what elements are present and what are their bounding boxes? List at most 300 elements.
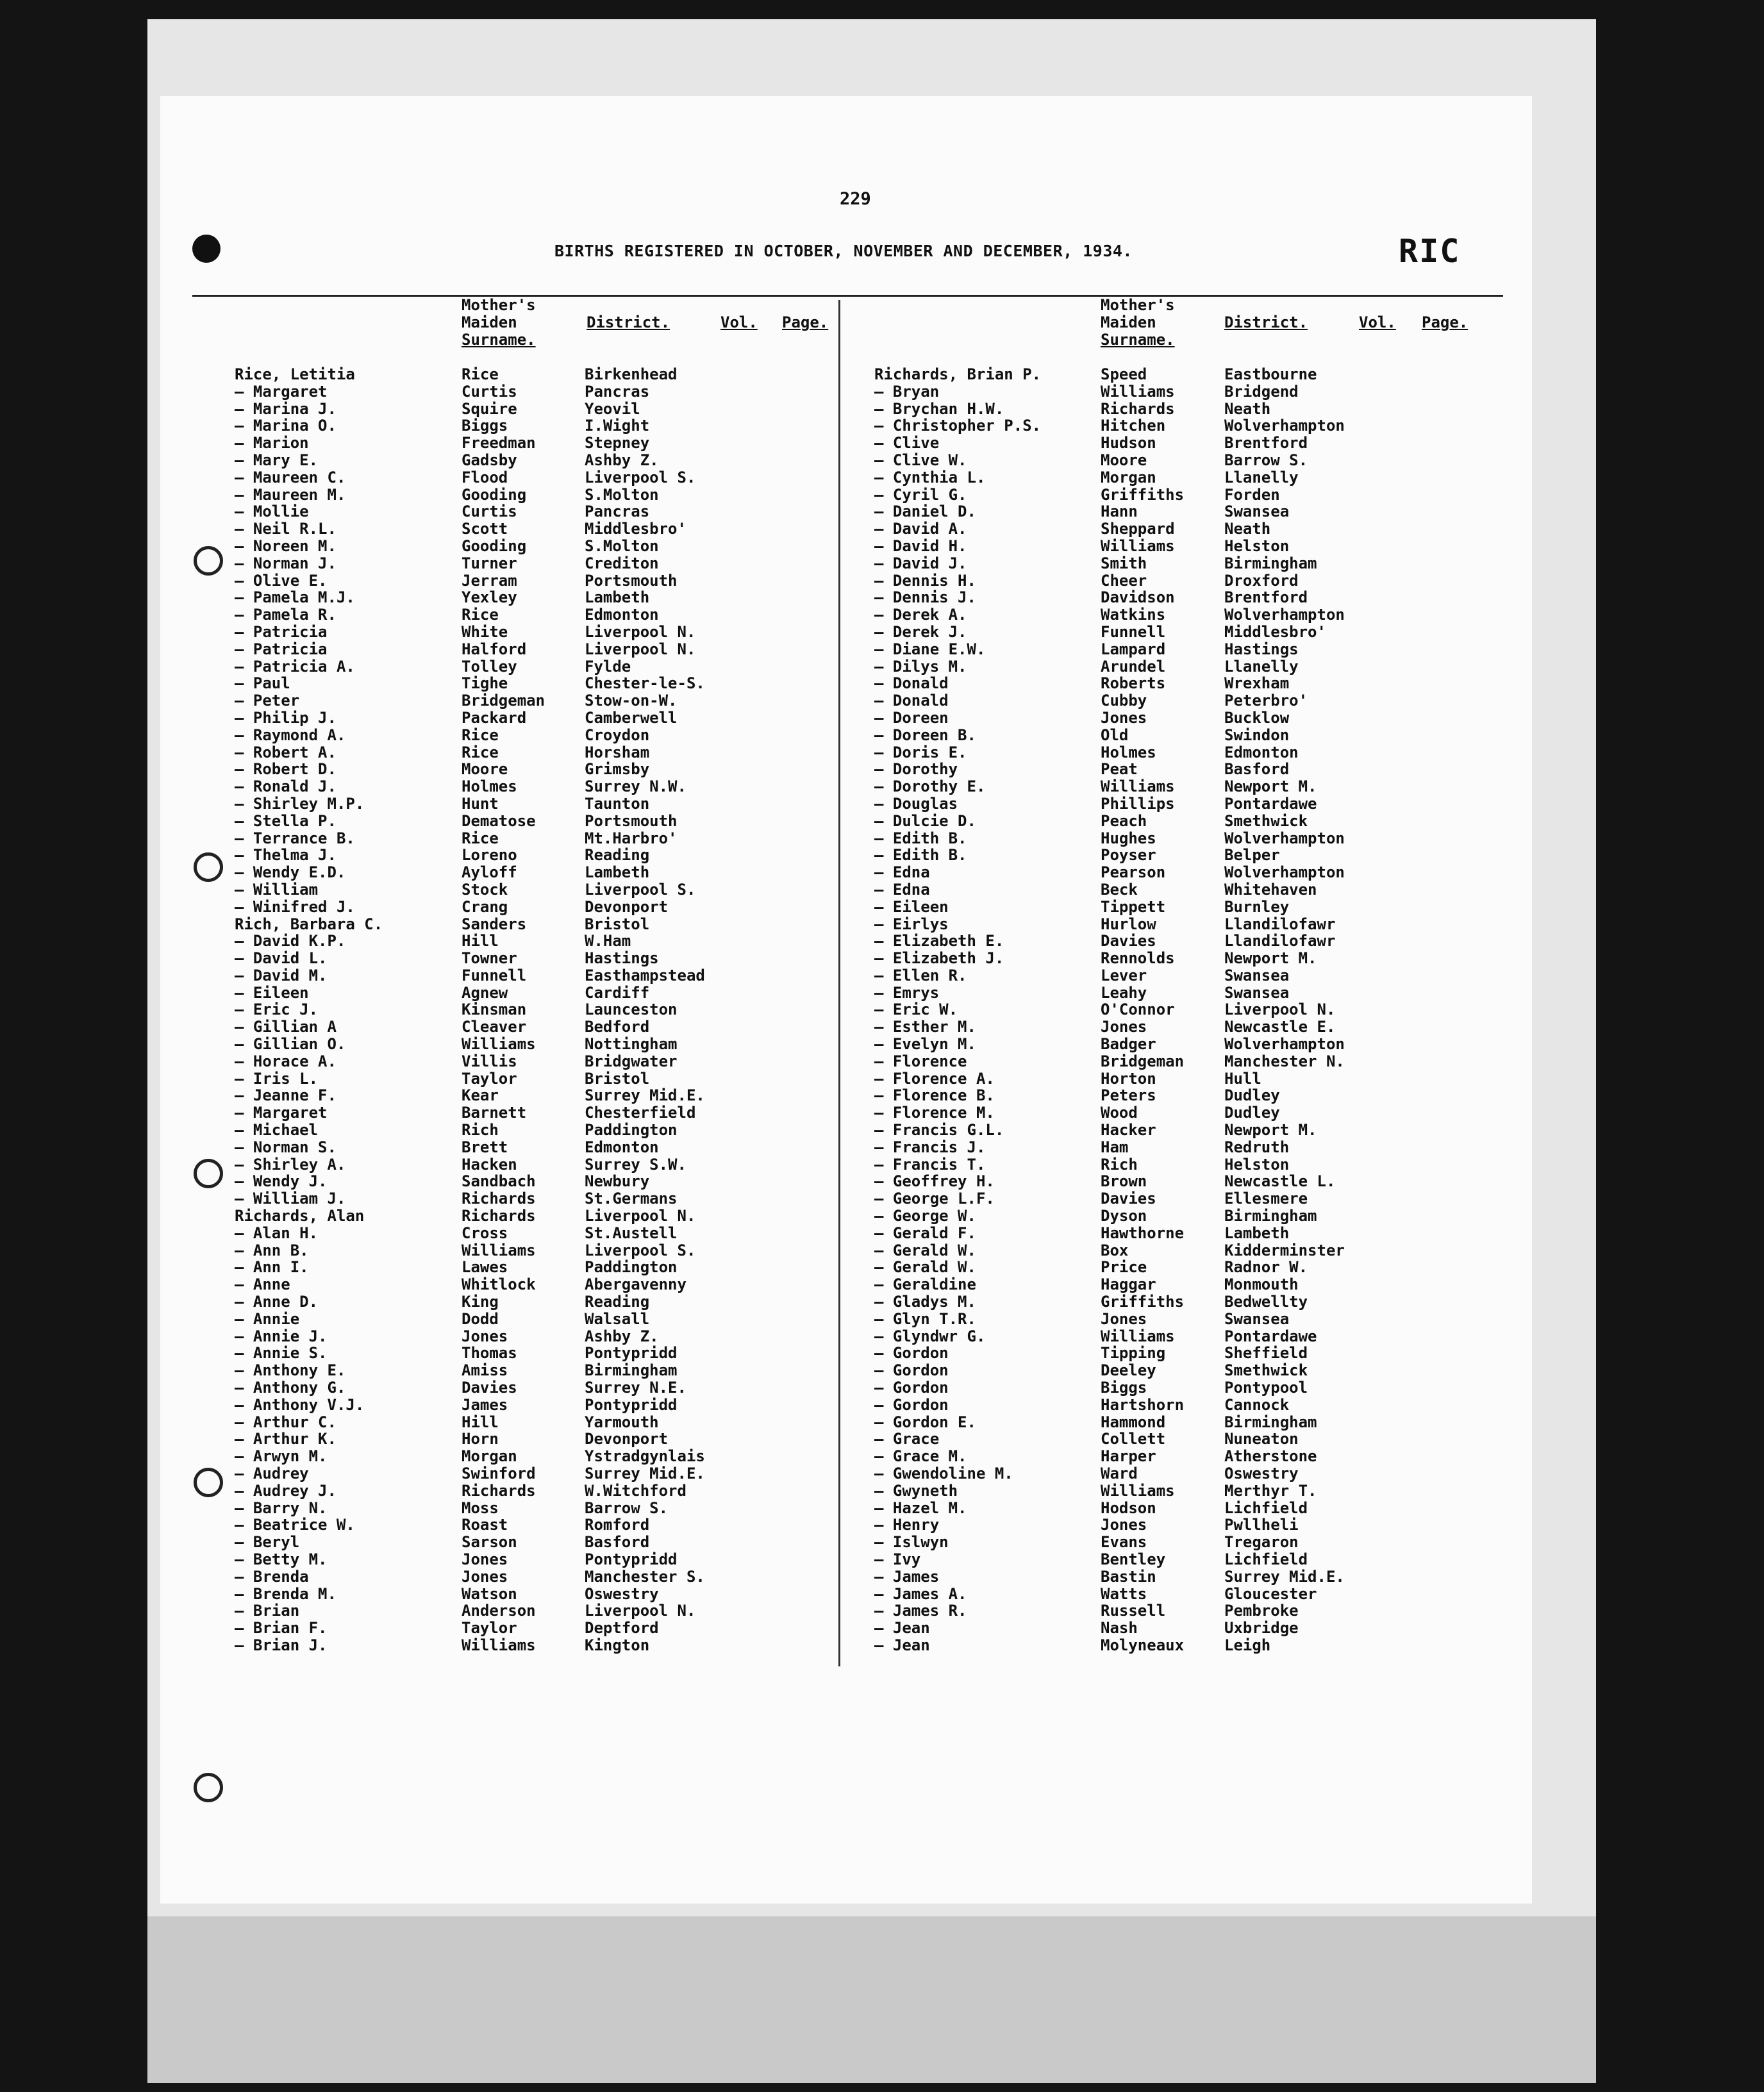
district: Wolverhampton: [1224, 1035, 1345, 1054]
mother-surname: Curtis: [462, 382, 517, 401]
district: Surrey Mid.E.: [585, 1465, 705, 1482]
entry-name: — Ronald J.: [235, 777, 337, 796]
district: Lichfield: [1224, 1498, 1308, 1517]
district: Leigh: [1224, 1636, 1271, 1654]
entry-name: — Arthur C.: [235, 1413, 337, 1431]
entry-name: — Audrey: [235, 1465, 309, 1482]
district: Hastings: [585, 949, 659, 968]
entry-name: — Beryl: [235, 1533, 300, 1552]
district: Bristol: [585, 1069, 650, 1088]
mother-surname: Wood: [1101, 1104, 1138, 1122]
district: S.Molton: [585, 485, 659, 504]
district: Pontypridd: [585, 1395, 678, 1414]
entry-name: — Maureen M.: [235, 485, 346, 504]
entry-name: — Grace M.: [874, 1447, 967, 1466]
mother-surname: Williams: [462, 1035, 536, 1054]
district: St.Germans: [585, 1190, 678, 1208]
mother-surname: Griffiths: [1101, 485, 1185, 504]
mother-surname: Cleaver: [462, 1018, 527, 1036]
district: Newport M.: [1224, 1121, 1317, 1140]
mother-surname: Hawthorne: [1101, 1224, 1185, 1242]
mother-surname: Amiss: [462, 1361, 508, 1380]
district: Croydon: [585, 726, 650, 744]
mother-surname: Davies: [462, 1379, 517, 1397]
entry-name: — William: [235, 880, 319, 899]
punch-mark: [192, 235, 220, 263]
district: Sheffield: [1224, 1344, 1308, 1363]
entry-name: — Norman S.: [235, 1138, 337, 1156]
district: Surrey N.E.: [585, 1379, 686, 1397]
mother-surname: Rice: [462, 743, 499, 761]
entry-name: — Francis T.: [874, 1155, 986, 1174]
mother-surname: Nash: [1101, 1619, 1138, 1638]
mother-surname: Sarson: [462, 1533, 517, 1552]
mother-surname: Hudson: [1101, 434, 1156, 452]
entry-name: — Elizabeth E.: [874, 932, 1004, 951]
entry-name: — George W.: [874, 1207, 976, 1225]
entry-name: — Gwyneth: [874, 1481, 958, 1500]
district: Oswestry: [585, 1584, 659, 1603]
district: Llandilofawr: [1224, 932, 1336, 951]
district: Nottingham: [585, 1035, 678, 1054]
district: Middlesbro': [585, 520, 686, 538]
mother-surname: Curtis: [462, 502, 517, 521]
entry-name: — Patricia: [235, 640, 328, 658]
mother-surname: Hodson: [1101, 1498, 1156, 1517]
mother-surname: Hill: [462, 932, 499, 951]
entry-name: — Pamela M.J.: [235, 588, 355, 607]
mother-surname: Leahy: [1101, 983, 1147, 1002]
entry-name: — Esther M.: [874, 1018, 976, 1036]
mother-surname: Phillips: [1101, 794, 1175, 813]
entry-name: — Gerald W.: [874, 1258, 976, 1277]
district: Kington: [585, 1636, 650, 1654]
mother-surname: Hitchen: [1101, 417, 1166, 435]
entry-name: — Brian: [235, 1602, 300, 1620]
district: Dudley: [1224, 1104, 1280, 1122]
entry-name: — Shirley A.: [235, 1155, 346, 1174]
mother-surname: Davies: [1101, 1190, 1156, 1208]
entry-name: — Hazel M.: [874, 1498, 967, 1517]
entry-name: — Brenda: [235, 1567, 309, 1586]
mother-surname: Badger: [1101, 1035, 1156, 1054]
district: Devonport: [585, 1430, 669, 1449]
mother-surname: Agnew: [462, 983, 508, 1002]
mother-surname: Collett: [1101, 1430, 1166, 1449]
mother-surname: Beck: [1101, 880, 1138, 899]
mother-surname: Cubby: [1101, 692, 1147, 710]
entry-name: — Donald: [874, 674, 949, 693]
entry-name: — Ellen R.: [874, 966, 967, 984]
district: Brentford: [1224, 588, 1308, 607]
district: Pancras: [585, 502, 650, 521]
district: Portsmouth: [585, 571, 678, 590]
entry-name: — Glyn T.R.: [874, 1309, 976, 1328]
district: W.Witchford: [585, 1481, 686, 1500]
mother-surname: Williams: [1101, 777, 1175, 796]
district: Basford: [585, 1533, 650, 1552]
mother-surname: Sheppard: [1101, 520, 1175, 538]
district: Newport M.: [1224, 949, 1317, 968]
mother-surname: Morgan: [462, 1447, 517, 1466]
district: Smethwick: [1224, 811, 1308, 830]
entry-name: — Doreen B.: [874, 726, 976, 744]
entry-name: — Peter: [235, 692, 300, 710]
mother-header-line3: Surname.: [462, 331, 536, 349]
district: Bedwellty: [1224, 1293, 1308, 1311]
mother-surname: Rice: [462, 606, 499, 624]
entry-name: — Anne: [235, 1275, 290, 1294]
district: Hull: [1224, 1069, 1261, 1088]
entry-name: — Jean: [874, 1619, 930, 1638]
district: Surrey N.W.: [585, 777, 686, 796]
mother-surname: Jones: [1101, 1018, 1147, 1036]
district: Newcastle L.: [1224, 1172, 1336, 1191]
vol-header: Vol.: [1359, 313, 1396, 331]
entry-name: — George L.F.: [874, 1190, 995, 1208]
entry-name: — Anthony E.: [235, 1361, 346, 1380]
mother-surname: Williams: [462, 1636, 536, 1654]
entry-name: — Daniel D.: [874, 502, 976, 521]
district: Liverpool S.: [585, 880, 696, 899]
entry-name: — Brian F.: [235, 1619, 328, 1638]
mother-surname: Griffiths: [1101, 1293, 1185, 1311]
mother-surname: Hann: [1101, 502, 1138, 521]
mother-surname: Kinsman: [462, 1000, 527, 1019]
entry-name: — Patricia: [235, 622, 328, 641]
entry-name: — Edith B.: [874, 829, 967, 847]
mother-surname: Price: [1101, 1258, 1147, 1277]
mother-surname: Rennolds: [1101, 949, 1175, 968]
binder-hole: [194, 546, 223, 576]
entry-name: Rice, Letitia: [235, 365, 355, 383]
vol-header: Vol.: [720, 313, 758, 331]
district: Crediton: [585, 554, 659, 572]
entry-name: — Gordon: [874, 1344, 949, 1363]
district: Birkenhead: [585, 365, 678, 383]
mother-surname: Scott: [462, 520, 508, 538]
entry-name: — William J.: [235, 1190, 346, 1208]
district: Birmingham: [1224, 1413, 1317, 1431]
entry-name: — Francis G.L.: [874, 1121, 1004, 1140]
mother-surname: Jones: [1101, 708, 1147, 727]
mother-surname: Funnell: [462, 966, 527, 984]
mother-surname: Moss: [462, 1498, 499, 1517]
district: Newport M.: [1224, 777, 1317, 796]
entry-name: — Gerald F.: [874, 1224, 976, 1242]
entry-name: — Eileen: [874, 897, 949, 916]
entry-name: — Noreen M.: [235, 536, 337, 555]
mother-surname: Jones: [462, 1327, 508, 1345]
entry-name: — Ivy: [874, 1550, 921, 1568]
district: Eastbourne: [1224, 365, 1317, 383]
mother-surname: Ham: [1101, 1138, 1129, 1156]
mother-surname: Biggs: [462, 417, 508, 435]
mother-surname: Lampard: [1101, 640, 1166, 658]
district: Dudley: [1224, 1086, 1280, 1105]
mother-surname: Russell: [1101, 1602, 1166, 1620]
district: St.Austell: [585, 1224, 678, 1242]
mother-surname: Turner: [462, 554, 517, 572]
district: Cardiff: [585, 983, 650, 1002]
district: Camberwell: [585, 708, 678, 727]
entry-name: — Dennis J.: [874, 588, 976, 607]
entry-name: — Stella P.: [235, 811, 337, 830]
entry-name: — Neil R.L.: [235, 520, 337, 538]
district-header: District.: [1224, 313, 1308, 331]
mother-surname: Tippett: [1101, 897, 1166, 916]
district: Bucklow: [1224, 708, 1290, 727]
entry-name: — Margaret: [235, 1104, 328, 1122]
district: Yeovil: [585, 399, 640, 418]
mother-surname: Crang: [462, 897, 508, 916]
mother-surname: Rice: [462, 365, 499, 383]
district: Belper: [1224, 846, 1280, 865]
mother-surname: James: [462, 1395, 508, 1414]
district: Swansea: [1224, 983, 1290, 1002]
entry-name: — Eileen: [235, 983, 309, 1002]
district: Merthyr T.: [1224, 1481, 1317, 1500]
binder-hole: [194, 1773, 223, 1802]
mother-surname: Rice: [462, 726, 499, 744]
district: Reading: [585, 846, 650, 865]
district: Kidderminster: [1224, 1241, 1345, 1259]
mother-surname: Lever: [1101, 966, 1147, 984]
page-title: BIRTHS REGISTERED IN OCTOBER, NOVEMBER AND DECEMBER, 1934.: [554, 242, 1133, 260]
entry-name: — Jeanne F.: [235, 1086, 337, 1105]
district: Uxbridge: [1224, 1619, 1299, 1638]
mother-surname: Funnell: [1101, 622, 1166, 641]
mother-surname: Williams: [1101, 1481, 1175, 1500]
mother-header-line3: Surname.: [1101, 331, 1175, 349]
district: Tregaron: [1224, 1533, 1299, 1552]
mother-surname: Williams: [1101, 536, 1175, 555]
entry-name: — Pamela R.: [235, 606, 337, 624]
district: Liverpool N.: [585, 622, 696, 641]
district: Taunton: [585, 794, 650, 813]
entry-name: — Edna: [874, 880, 930, 899]
entry-name: — Florence: [874, 1052, 967, 1070]
mother-surname: Box: [1101, 1241, 1129, 1259]
district: Romford: [585, 1516, 650, 1534]
mother-surname: Jerram: [462, 571, 517, 590]
entry-name: — Margaret: [235, 382, 328, 401]
entry-name: — Michael: [235, 1121, 319, 1140]
district: Bridgend: [1224, 382, 1299, 401]
mother-header-line1: Mother's: [462, 296, 536, 314]
mother-surname: Taylor: [462, 1069, 517, 1088]
entry-name: — David J.: [874, 554, 967, 572]
district: Neath: [1224, 520, 1271, 538]
district: Liverpool N.: [1224, 1000, 1336, 1019]
entry-name: — Edna: [874, 863, 930, 882]
mother-surname: Watson: [462, 1584, 517, 1603]
mother-surname: Richards: [462, 1190, 536, 1208]
district: Ellesmere: [1224, 1190, 1308, 1208]
entry-name: Richards, Alan: [235, 1207, 365, 1225]
district: Surrey Mid.E.: [585, 1086, 705, 1105]
entry-name: — Ann B.: [235, 1241, 309, 1259]
entry-name: — Clive: [874, 434, 940, 452]
mother-surname: Hill: [462, 1413, 499, 1431]
district: Swansea: [1224, 502, 1290, 521]
entry-name: — Marina O.: [235, 417, 337, 435]
mother-surname: Rich: [462, 1121, 499, 1140]
mother-surname: Yexley: [462, 588, 517, 607]
mother-surname: Richards: [462, 1207, 536, 1225]
mother-surname: Watkins: [1101, 606, 1166, 624]
mother-surname: Rice: [462, 829, 499, 847]
mother-surname: Speed: [1101, 365, 1147, 383]
entry-name: — Arwyn M.: [235, 1447, 328, 1466]
entry-name: — David H.: [874, 536, 967, 555]
entry-name: — James A.: [874, 1584, 967, 1603]
district: Gloucester: [1224, 1584, 1317, 1603]
mother-surname: Davidson: [1101, 588, 1175, 607]
mother-surname: Loreno: [462, 846, 517, 865]
entry-name: — Alan H.: [235, 1224, 319, 1242]
entry-name: — Dorothy E.: [874, 777, 986, 796]
district: Wolverhampton: [1224, 417, 1345, 435]
district: Easthampstead: [585, 966, 705, 984]
mother-surname: Rich: [1101, 1155, 1138, 1174]
mother-surname: Harper: [1101, 1447, 1156, 1466]
mother-surname: Halford: [462, 640, 527, 658]
district: Lichfield: [1224, 1550, 1308, 1568]
mother-surname: Kear: [462, 1086, 499, 1105]
mother-surname: Watts: [1101, 1584, 1147, 1603]
entry-name: — Anthony V.J.: [235, 1395, 365, 1414]
district: Llandilofawr: [1224, 915, 1336, 933]
mother-surname: Towner: [462, 949, 517, 968]
lower-paper-strip: [147, 1916, 1596, 2083]
district: Wolverhampton: [1224, 606, 1345, 624]
district: Bristol: [585, 915, 650, 933]
district: Radnor W.: [1224, 1258, 1308, 1277]
entry-name: — David M.: [235, 966, 328, 984]
entry-name: — Jean: [874, 1636, 930, 1654]
district: Pwllheli: [1224, 1516, 1299, 1534]
district: Surrey Mid.E.: [1224, 1567, 1345, 1586]
mother-surname: Holmes: [1101, 743, 1156, 761]
entry-name: — Annie J.: [235, 1327, 328, 1345]
entry-name: — Dilys M.: [874, 657, 967, 676]
entry-name: — Marina J.: [235, 399, 337, 418]
district: Ashby Z.: [585, 451, 659, 469]
mother-surname: Tolley: [462, 657, 517, 676]
entry-name: — Horace A.: [235, 1052, 337, 1070]
mother-surname: Freedman: [462, 434, 536, 452]
district: Swindon: [1224, 726, 1290, 744]
mother-surname: Hurlow: [1101, 915, 1156, 933]
mother-surname: Hacken: [462, 1155, 517, 1174]
district: Birmingham: [1224, 554, 1317, 572]
district: Paddington: [585, 1121, 678, 1140]
mother-surname: Dodd: [462, 1309, 499, 1328]
mother-surname: Arundel: [1101, 657, 1166, 676]
district: Edmonton: [585, 606, 659, 624]
mother-surname: King: [462, 1293, 499, 1311]
entry-name: — Eric W.: [874, 1000, 958, 1019]
mother-surname: Stock: [462, 880, 508, 899]
entry-name: — Dorothy: [874, 760, 958, 779]
entry-name: — James R.: [874, 1602, 967, 1620]
entry-name: — Derek J.: [874, 622, 967, 641]
mother-surname: Roast: [462, 1516, 508, 1534]
mother-surname: Peters: [1101, 1086, 1156, 1105]
mother-surname: Molyneaux: [1101, 1636, 1185, 1654]
district: Pembroke: [1224, 1602, 1299, 1620]
mother-surname: Richards: [1101, 399, 1175, 418]
mother-surname: Brett: [462, 1138, 508, 1156]
mother-surname: Sandbach: [462, 1172, 536, 1191]
district: Basford: [1224, 760, 1290, 779]
entry-name: — Emrys: [874, 983, 940, 1002]
entry-name: — Gordon: [874, 1379, 949, 1397]
mother-surname: Swinford: [462, 1465, 536, 1482]
entry-name: — Grace: [874, 1430, 940, 1449]
district: Ystradgynlais: [585, 1447, 705, 1466]
entry-name: — Douglas: [874, 794, 958, 813]
district: Yarmouth: [585, 1413, 659, 1431]
district: Oswestry: [1224, 1465, 1299, 1482]
mother-surname: Smith: [1101, 554, 1147, 572]
district: Wrexham: [1224, 674, 1290, 693]
entry-name: — Dennis H.: [874, 571, 976, 590]
mother-surname: Peach: [1101, 811, 1147, 830]
district: Pontypool: [1224, 1379, 1308, 1397]
entry-name: — Iris L.: [235, 1069, 319, 1088]
mother-surname: Thomas: [462, 1344, 517, 1363]
entry-name: — Diane E.W.: [874, 640, 986, 658]
entry-name: — James: [874, 1567, 940, 1586]
district: Abergavenny: [585, 1275, 686, 1294]
mother-surname: Ayloff: [462, 863, 517, 882]
entry-name: — Barry N.: [235, 1498, 328, 1517]
entry-name: — Anthony G.: [235, 1379, 346, 1397]
mother-surname: Dematose: [462, 811, 536, 830]
district: Walsall: [585, 1309, 650, 1328]
district: Pontypridd: [585, 1550, 678, 1568]
entry-name: — Brychan H.W.: [874, 399, 1004, 418]
entry-name: — Robert A.: [235, 743, 337, 761]
mother-surname: Holmes: [462, 777, 517, 796]
mother-surname: Gooding: [462, 485, 527, 504]
mother-surname: Sanders: [462, 915, 527, 933]
mother-surname: Moore: [462, 760, 508, 779]
entry-name: — Paul: [235, 674, 290, 693]
district: Cannock: [1224, 1395, 1290, 1414]
entry-name: — Gwendoline M.: [874, 1465, 1013, 1482]
district: Burnley: [1224, 897, 1290, 916]
mother-surname: Jones: [1101, 1516, 1147, 1534]
entry-name: — Geoffrey H.: [874, 1172, 995, 1191]
entry-name: Rich, Barbara C.: [235, 915, 383, 933]
district: Wolverhampton: [1224, 863, 1345, 882]
entry-name: — Audrey J.: [235, 1481, 337, 1500]
mother-surname: Ward: [1101, 1465, 1138, 1482]
entry-name: — Geraldine: [874, 1275, 976, 1294]
mother-surname: Biggs: [1101, 1379, 1147, 1397]
district: Lambeth: [585, 863, 650, 882]
entry-name: — Raymond A.: [235, 726, 346, 744]
entry-name: — Terrance B.: [235, 829, 355, 847]
district: Swansea: [1224, 1309, 1290, 1328]
district: Atherstone: [1224, 1447, 1317, 1466]
entry-name: — Gordon: [874, 1361, 949, 1380]
district: Chesterfield: [585, 1104, 696, 1122]
entry-name: — Mary E.: [235, 451, 319, 469]
